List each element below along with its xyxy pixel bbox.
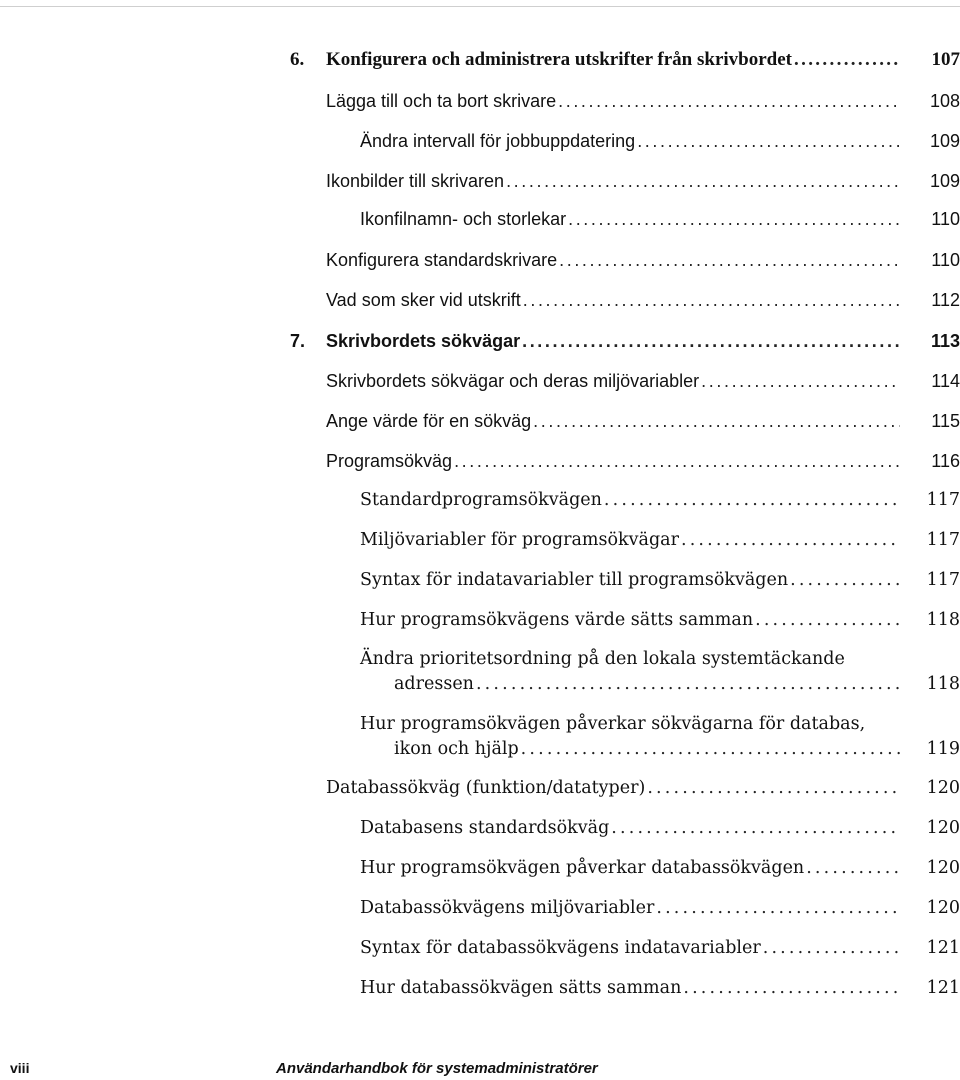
dot-leader	[656, 896, 900, 920]
dot-leader	[558, 89, 900, 113]
dot-leader	[763, 936, 900, 960]
toc-entry-title: Syntax för indatavariabler till programsökvägen	[360, 570, 789, 590]
toc-entry-page: 110	[931, 209, 960, 229]
toc-entry-page: 117	[926, 570, 960, 590]
dot-leader	[806, 856, 900, 880]
dot-leader	[568, 207, 900, 231]
toc-entry-title: Databassökväg (funktion/datatyper)	[326, 778, 646, 798]
toc-entry-page: 113	[930, 331, 960, 351]
toc-entry-title: Databasens standardsökväg	[360, 818, 610, 838]
dot-leader	[681, 528, 900, 552]
toc-entry-page: 120	[926, 778, 960, 798]
toc-entry-title: Konfigurera standardskrivare	[326, 250, 558, 270]
toc-entry-title: Ändra intervall för jobbuppdatering	[360, 131, 636, 151]
toc-entry-page: 110	[931, 250, 960, 270]
dot-leader	[790, 568, 900, 592]
toc-entry-page: 121	[926, 938, 960, 958]
toc-entry-page: 108	[929, 91, 960, 111]
dot-leader	[647, 776, 900, 800]
dot-leader	[611, 816, 900, 840]
dot-leader	[533, 409, 900, 433]
dot-leader	[523, 288, 900, 312]
dot-leader	[506, 169, 900, 193]
toc-entry-page: 119	[926, 739, 960, 759]
dot-leader	[604, 488, 900, 512]
toc-entry-title: Ändra prioritetsordning på den lokala systemtäckande	[360, 649, 845, 669]
chapter-number: 6.	[290, 49, 305, 70]
toc-entry-title-continued: ikon och hjälp	[394, 739, 519, 759]
toc-entry-page: 109	[929, 131, 960, 151]
toc-entry-title: Miljövariabler för programsökvägar	[360, 530, 679, 550]
toc-entry-page: 121	[926, 978, 960, 998]
toc-entry-title: Lägga till och ta bort skrivare	[326, 91, 557, 111]
toc-entry-title: Skrivbordets sökvägar	[326, 331, 521, 351]
toc-entry-page: 117	[926, 530, 960, 550]
footer-page-number: viii	[10, 1060, 30, 1076]
toc-entry-page: 120	[926, 858, 960, 878]
toc-entry-title: Databassökvägens miljövariabler	[360, 898, 655, 918]
footer-book-title: Användarhandbok för systemadministratörer	[276, 1060, 598, 1077]
dot-leader	[794, 48, 900, 72]
toc-entry-page: 115	[931, 411, 960, 431]
toc-entry-title: Ikonbilder till skrivaren	[326, 171, 505, 191]
dot-leader	[701, 369, 900, 393]
toc-entry-page: 120	[926, 818, 960, 838]
toc-entry-page: 117	[926, 490, 960, 510]
toc-entry-title: Ikonfilnamn- och storlekar	[360, 209, 567, 229]
toc-entry-title: Hur databassökvägen sätts samman	[360, 978, 682, 998]
toc-entry-page: 118	[926, 610, 960, 630]
toc-entry-page: 116	[931, 451, 960, 471]
toc-entry-multiline[interactable]	[0, 712, 960, 762]
toc-entry-title: Skrivbordets sökvägar och deras miljövariabler	[326, 371, 700, 391]
dot-leader	[454, 449, 900, 473]
dot-leader	[476, 672, 900, 696]
toc-entry-title: Standardprogramsökvägen	[360, 490, 602, 510]
toc-entry-page: 112	[931, 290, 960, 310]
toc-entry-title: Konfigurera och administrera utskrifter från skrivbordet	[326, 49, 792, 70]
dot-leader	[559, 248, 900, 272]
toc-entry-title: Syntax för databassökvägens indatavariabler	[360, 938, 761, 958]
toc-entry-title: Hur programsökvägens värde sätts samman	[360, 610, 754, 630]
toc-entry-title: Programsökväg	[326, 451, 453, 471]
toc-entry-page: 114	[931, 371, 960, 391]
page-footer	[0, 1060, 960, 1080]
dot-leader	[683, 976, 900, 1000]
toc-entry-page: 120	[926, 898, 960, 918]
dot-leader	[637, 129, 900, 153]
toc-entry-page: 107	[931, 49, 960, 70]
toc-entry-page: 118	[926, 674, 960, 694]
toc-entry-title: Hur programsökvägen påverkar databassökvägen	[360, 858, 805, 878]
toc-entry-page: 109	[929, 171, 960, 191]
toc-entry-title: Vad som sker vid utskrift	[326, 290, 521, 310]
dot-leader	[521, 737, 900, 761]
dot-leader	[755, 608, 900, 632]
toc-entry-title-continued: adressen	[394, 674, 474, 694]
dot-leader	[522, 329, 900, 353]
toc-entry-title: Ange värde för en sökväg	[326, 411, 532, 431]
toc-entry-multiline[interactable]	[0, 647, 960, 697]
toc-entry-title: Hur programsökvägen påverkar sökvägarna för databas,	[360, 714, 866, 734]
chapter-number: 7.	[290, 331, 306, 351]
